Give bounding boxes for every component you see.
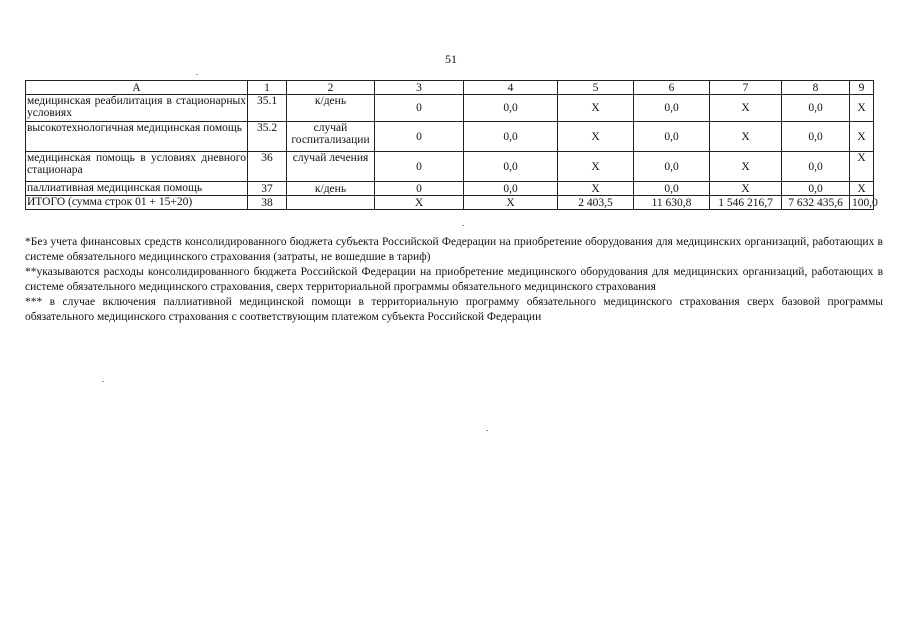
row-code-cell: 35.2 bbox=[248, 122, 287, 152]
footnote-3: *** в случае включения паллиативной медицинской помощи в территориальную программу обязательного медицинского страхования сверх базовой программы обязательного медицинского страхования с соответствующим платежом субъекта Российской Федерации bbox=[25, 296, 883, 323]
value-cell-6: 11 630,8 bbox=[634, 196, 710, 210]
value-cell-8: 0,0 bbox=[782, 182, 850, 196]
table-row bbox=[26, 122, 874, 152]
report-table bbox=[25, 80, 878, 210]
table-header-row bbox=[26, 81, 874, 95]
footnotes bbox=[25, 235, 883, 325]
value-cell-8: 0,0 bbox=[782, 122, 850, 152]
value-cell-9: 100,0 bbox=[850, 196, 874, 210]
table-row bbox=[26, 152, 874, 182]
value-cell-8: 7 632 435,6 bbox=[782, 196, 850, 210]
value-cell-9: X bbox=[850, 95, 874, 122]
value-cell-4: 0,0 bbox=[464, 95, 558, 122]
value-cell-4: 0,0 bbox=[464, 122, 558, 152]
value-cell-3: 0 bbox=[375, 95, 464, 122]
value-cell-9: X bbox=[850, 152, 874, 182]
value-cell-3: 0 bbox=[375, 182, 464, 196]
value-cell-8: 0,0 bbox=[782, 152, 850, 182]
value-cell-6: 0,0 bbox=[634, 152, 710, 182]
value-cell-6: 0,0 bbox=[634, 182, 710, 196]
value-cell-5: 2 403,5 bbox=[558, 196, 634, 210]
row-code-cell: 36 bbox=[248, 152, 287, 182]
scan-speck bbox=[462, 225, 464, 226]
column-header-8: 8 bbox=[782, 81, 850, 95]
value-cell-4: 0,0 bbox=[464, 182, 558, 196]
value-cell-3: 0 bbox=[375, 152, 464, 182]
row-code-cell: 38 bbox=[248, 196, 287, 210]
row-unit-cell bbox=[287, 196, 375, 210]
scan-speck bbox=[196, 74, 198, 75]
scan-speck bbox=[102, 381, 104, 382]
value-cell-9: X bbox=[850, 182, 874, 196]
value-cell-7: X bbox=[710, 95, 782, 122]
value-cell-5: X bbox=[558, 122, 634, 152]
value-cell-6: 0,0 bbox=[634, 122, 710, 152]
column-header-a: А bbox=[26, 81, 248, 95]
table-row bbox=[26, 95, 874, 122]
footnote-2: **указываются расходы консолидированного бюджета Российской Федерации на приобретение медицинского оборудования для медицинских организаций, работающих в системе обязательного медицинского страхования, сверх территориальной программы обязательного медицинского страхования bbox=[25, 266, 883, 293]
column-header-4: 4 bbox=[464, 81, 558, 95]
row-unit-cell: случай госпитализации bbox=[287, 122, 375, 152]
value-cell-9: X bbox=[850, 122, 874, 152]
row-unit-cell: к/день bbox=[287, 95, 375, 122]
row-code-cell: 37 bbox=[248, 182, 287, 196]
value-cell-3: X bbox=[375, 196, 464, 210]
column-header-7: 7 bbox=[710, 81, 782, 95]
table-row bbox=[26, 182, 874, 196]
value-cell-7: X bbox=[710, 152, 782, 182]
scan-speck bbox=[486, 430, 488, 431]
row-name-cell: паллиативная медицинская помощь bbox=[26, 182, 248, 196]
page-number: 51 bbox=[445, 52, 457, 66]
value-cell-8: 0,0 bbox=[782, 95, 850, 122]
table-total-row bbox=[26, 196, 874, 210]
value-cell-5: X bbox=[558, 95, 634, 122]
row-name-cell: ИТОГО (сумма строк 01 + 15+20) bbox=[26, 196, 248, 210]
column-header-1: 1 bbox=[248, 81, 287, 95]
value-cell-6: 0,0 bbox=[634, 95, 710, 122]
column-header-6: 6 bbox=[634, 81, 710, 95]
value-cell-4: X bbox=[464, 196, 558, 210]
footnote-1: *Без учета финансовых средств консолидированного бюджета субъекта Российской Федерации на приобретение оборудования для медицинских организаций, работающих в системе обязательного медицинского страхования (затраты, не вошедшие в тариф) bbox=[25, 236, 883, 263]
value-cell-7: X bbox=[710, 122, 782, 152]
row-unit-cell: случай лечения bbox=[287, 152, 375, 182]
value-cell-7: X bbox=[710, 182, 782, 196]
column-header-9: 9 bbox=[850, 81, 874, 95]
row-code-cell: 35.1 bbox=[248, 95, 287, 122]
value-cell-5: X bbox=[558, 182, 634, 196]
row-name-cell: медицинская помощь в условиях дневного стационара bbox=[26, 152, 248, 182]
row-name-cell: медицинская реабилитация в стационарных условиях bbox=[26, 95, 248, 122]
value-cell-7: 1 546 216,7 bbox=[710, 196, 782, 210]
column-header-2: 2 bbox=[287, 81, 375, 95]
row-name-cell: высокотехнологичная медицинская помощь bbox=[26, 122, 248, 152]
row-unit-cell: к/день bbox=[287, 182, 375, 196]
value-cell-3: 0 bbox=[375, 122, 464, 152]
column-header-3: 3 bbox=[375, 81, 464, 95]
column-header-5: 5 bbox=[558, 81, 634, 95]
value-cell-4: 0,0 bbox=[464, 152, 558, 182]
value-cell-5: X bbox=[558, 152, 634, 182]
